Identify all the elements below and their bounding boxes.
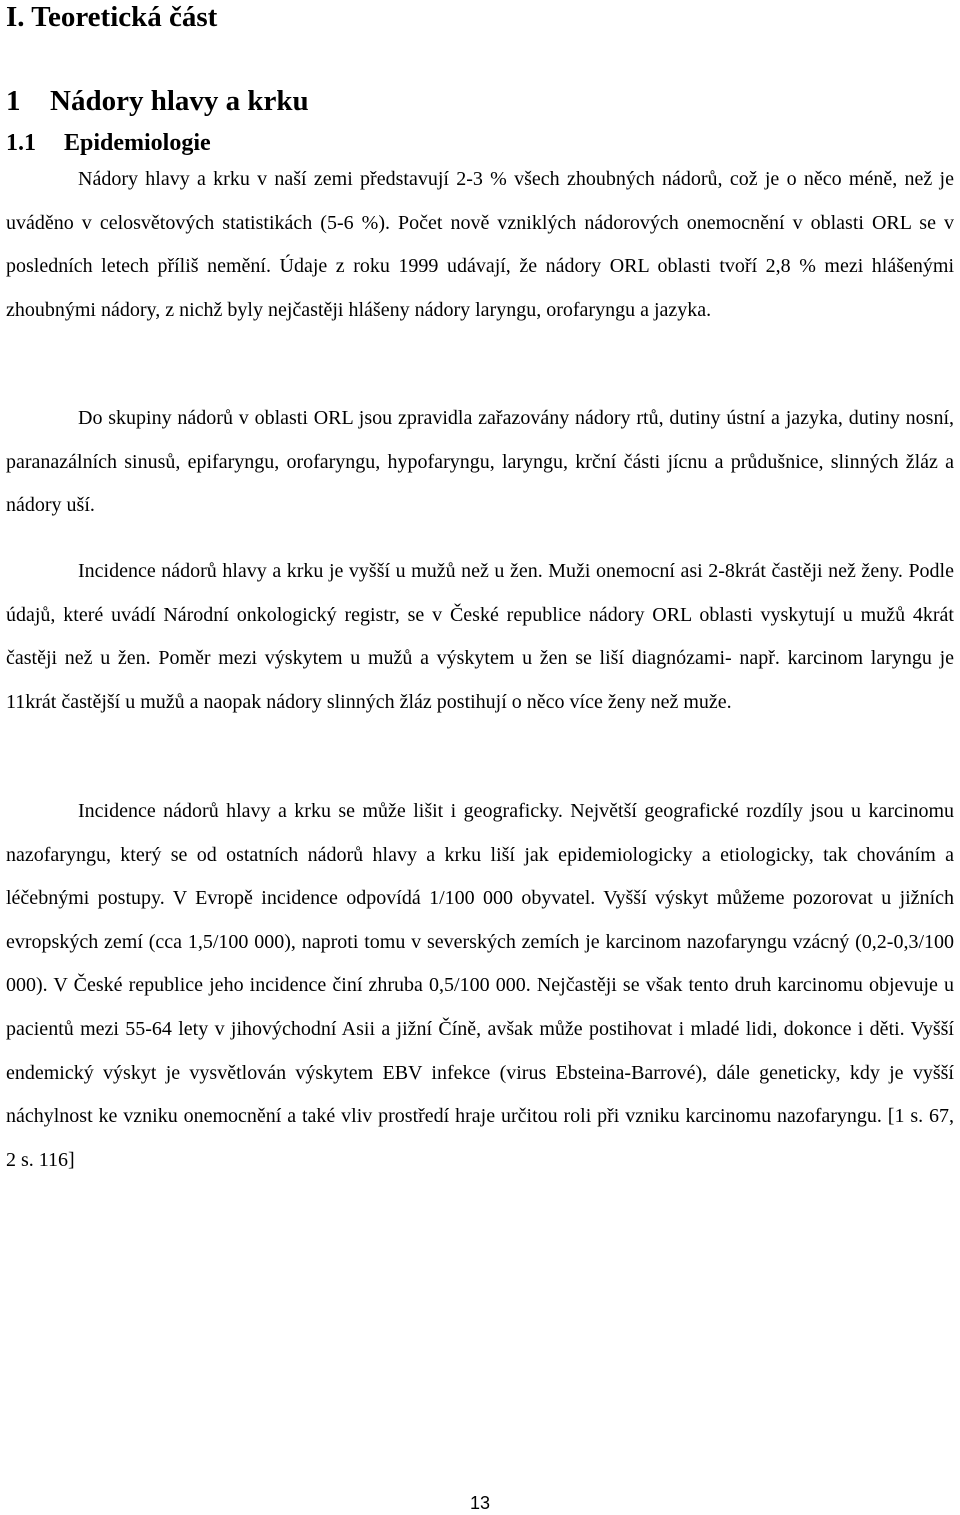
page-number: 13 (469, 1493, 491, 1513)
chapter-title: Nádory hlavy a krku (50, 85, 309, 117)
paragraph-block-1 (6, 158, 954, 332)
paragraph: Nádory hlavy a krku v naší zemi představují 2-3 % všech zhoubných nádorů, což je o něco méně, než je uváděno v celosvětových statistikách (5-6 %). Počet nově vzniklých nádorových onemocnění v oblasti ORL se v posledních letech příliš nemění. Údaje z roku 1999 udávají, že nádory ORL oblasti tvoří 2,8 % mezi hlášenými zhoubnými nádory, z nichž byly nejčastěji hlášeny nádory laryngu, orofaryngu a jazyka. (6, 168, 954, 321)
paragraph: Incidence nádorů hlavy a krku se může lišit i geograficky. Největší geografické rozdíly jsou u karcinomu nazofaryngu, který se od ostatních nádorů hlavy a krku liší jak epidemiologicky a etiologicky, tak chováním a léčebnými postupy. V Evropě incidence odpovídá 1/100 000 obyvatel. Vyšší výskyt můžeme pozorovat u jižních evropských zemí (cca 1,5/100 000), naproti tomu v severských zemích je karcinom nazofaryngu vzácný (0,2-0,3/100 000). V České republice jeho incidence činí zhruba 0,5/100 000. Nejčastěji se však tento druh karcinomu objevuje u pacientů mezi 55-64 lety v jihovýchodní Asii a jižní Číně, avšak může postihovat i mladé lidi, dokonce i děti. Vyšší endemický výskyt je vysvětlován výskytem EBV infekce (virus Ebsteina-Barrové), dále geneticky, kdy je vyšší náchylnost ke vzniku onemocnění a také vliv prostředí hraje určitou roli při vzniku karcinomu nazofaryngu. [1 s. 67, 2 s. 116] (6, 800, 954, 1171)
paragraph: Do skupiny nádorů v oblasti ORL jsou zpravidla zařazovány nádory rtů, dutiny ústní a jazyka, dutiny nosní, paranazálních sinusů, epifaryngu, orofaryngu, hypofaryngu, laryngu, krční části jícnu a průdušnice, slinných žláz a nádory uší. (6, 407, 954, 517)
paragraph-block-2 (6, 397, 954, 528)
paragraph: Incidence nádorů hlavy a krku je vyšší u mužů než u žen. Muži onemocní asi 2-8krát častěji než ženy. Podle údajů, které uvádí Národní onkologický registr, se v České republice nádory ORL oblasti vyskytují u mužů 4krát častěji než u žen. Poměr mezi výskytem u mužů a výskytem u žen se liší diagnózami- např. karcinom laryngu je 11krát častější u mužů a naopak nádory slinných žláz postihují o něco více ženy než muže. (6, 560, 954, 713)
chapter-heading (6, 84, 309, 118)
paragraph-block-3 (6, 550, 954, 724)
part-title: I. Teoretická část (6, 1, 218, 33)
section-number: 1.1 (6, 130, 36, 156)
chapter-number: 1 (6, 85, 21, 117)
paragraph-block-4 (6, 790, 954, 1182)
section-heading (6, 128, 211, 158)
section-title: Epidemiologie (64, 130, 211, 156)
